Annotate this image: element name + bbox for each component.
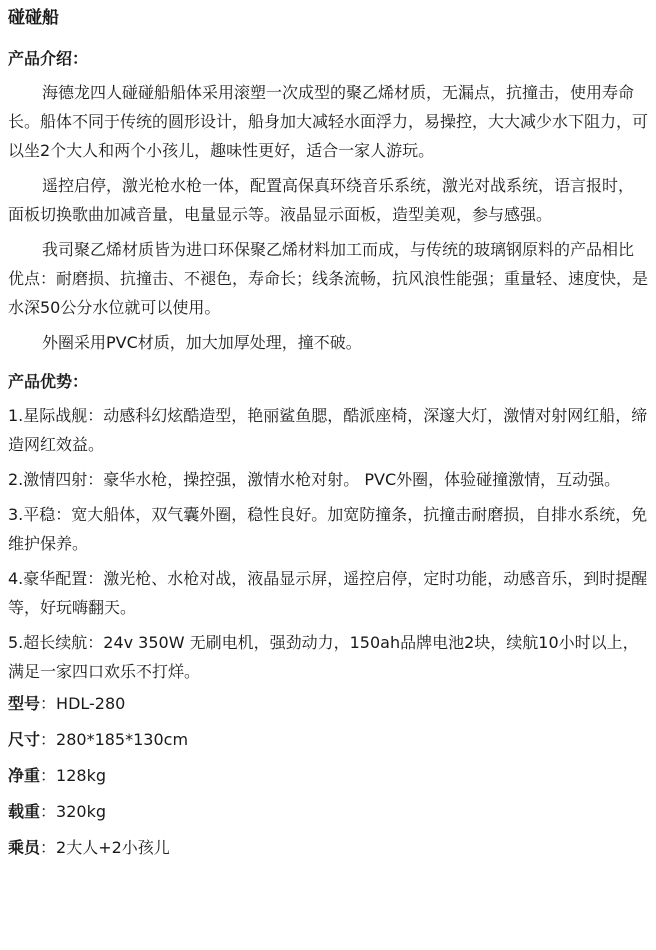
spec-load <box>8 800 648 824</box>
spec-label: 尺寸 <box>8 730 41 749</box>
intro-paragraph: 外圈采用PVC材质，加大加厚处理，撞不破。 <box>42 333 362 352</box>
intro-paragraph: 我司聚乙烯材质皆为进口环保聚乙烯材料加工而成，与传统的玻璃钢原料的产品相比优点：耐磨损、抗撞击、不褪色，寿命长；线条流畅，抗风浪性能强；重量轻、速度快，是水深50公分水位就可以使用。 <box>8 240 649 317</box>
spec-value: 128kg <box>56 766 106 785</box>
spec-separator: ： <box>40 802 57 821</box>
advantage-item: 1.星际战舰：动感科幻炫酷造型，艳丽鲨鱼腮，酷派座椅，深邃大灯，激情对射网红船，缔造网红效益。 <box>8 406 648 454</box>
spec-value: 2大人+2小孩儿 <box>56 838 170 857</box>
advantages-heading: 产品优势： <box>8 372 89 391</box>
spec-passengers <box>8 836 648 860</box>
spec-separator: ： <box>40 838 57 857</box>
spec-value: 280*185*130cm <box>56 730 189 749</box>
spec-separator: ： <box>40 694 57 713</box>
intro-heading: 产品介绍： <box>8 49 89 68</box>
advantage-item: 4.豪华配置：激光枪、水枪对战，液晶显示屏，遥控启停，定时功能，动感音乐，到时提醒等，好玩嗨翻天。 <box>8 569 648 617</box>
spec-separator: ： <box>40 730 57 749</box>
spec-net-weight <box>8 764 648 788</box>
advantage-item: 2.激情四射：豪华水枪，操控强，激情水枪对射。 PVC外圈，体验碰撞激情，互动强。 <box>8 470 621 489</box>
spec-label: 乘员 <box>8 838 41 857</box>
spec-size <box>8 728 648 752</box>
spec-separator: ： <box>40 766 57 785</box>
intro-paragraph: 海德龙四人碰碰船船体采用滚塑一次成型的聚乙烯材质，无漏点，抗撞击，使用寿命长。船体不同于传统的圆形设计，船身加大减轻水面浮力，易操控，大大减少水下阻力，可以坐2个大人和两个小孩儿，趣味性更好，适合一家人游玩。 <box>8 83 649 160</box>
spec-model <box>8 692 648 716</box>
spec-value: HDL-280 <box>56 694 126 713</box>
advantage-item: 5.超长续航：24v 350W 无刷电机，强劲动力，150ah品牌电池2块，续航10小时以上，满足一家四口欢乐不打烊。 <box>8 633 639 681</box>
spec-value: 320kg <box>56 802 106 821</box>
spec-label: 型号 <box>8 694 41 713</box>
intro-paragraph: 遥控启停，激光枪水枪一体，配置高保真环绕音乐系统，激光对战系统，语言报时，面板切换歌曲加减音量，电量显示等。液晶显示面板，造型美观，参与感强。 <box>8 176 635 224</box>
advantage-item: 3.平稳：宽大船体，双气囊外圈，稳性良好。加宽防撞条，抗撞击耐磨损，自排水系统，免维护保养。 <box>8 505 648 553</box>
spec-label: 净重 <box>8 766 41 785</box>
spec-label: 载重 <box>8 802 41 821</box>
page-title: 碰碰船 <box>8 8 59 28</box>
